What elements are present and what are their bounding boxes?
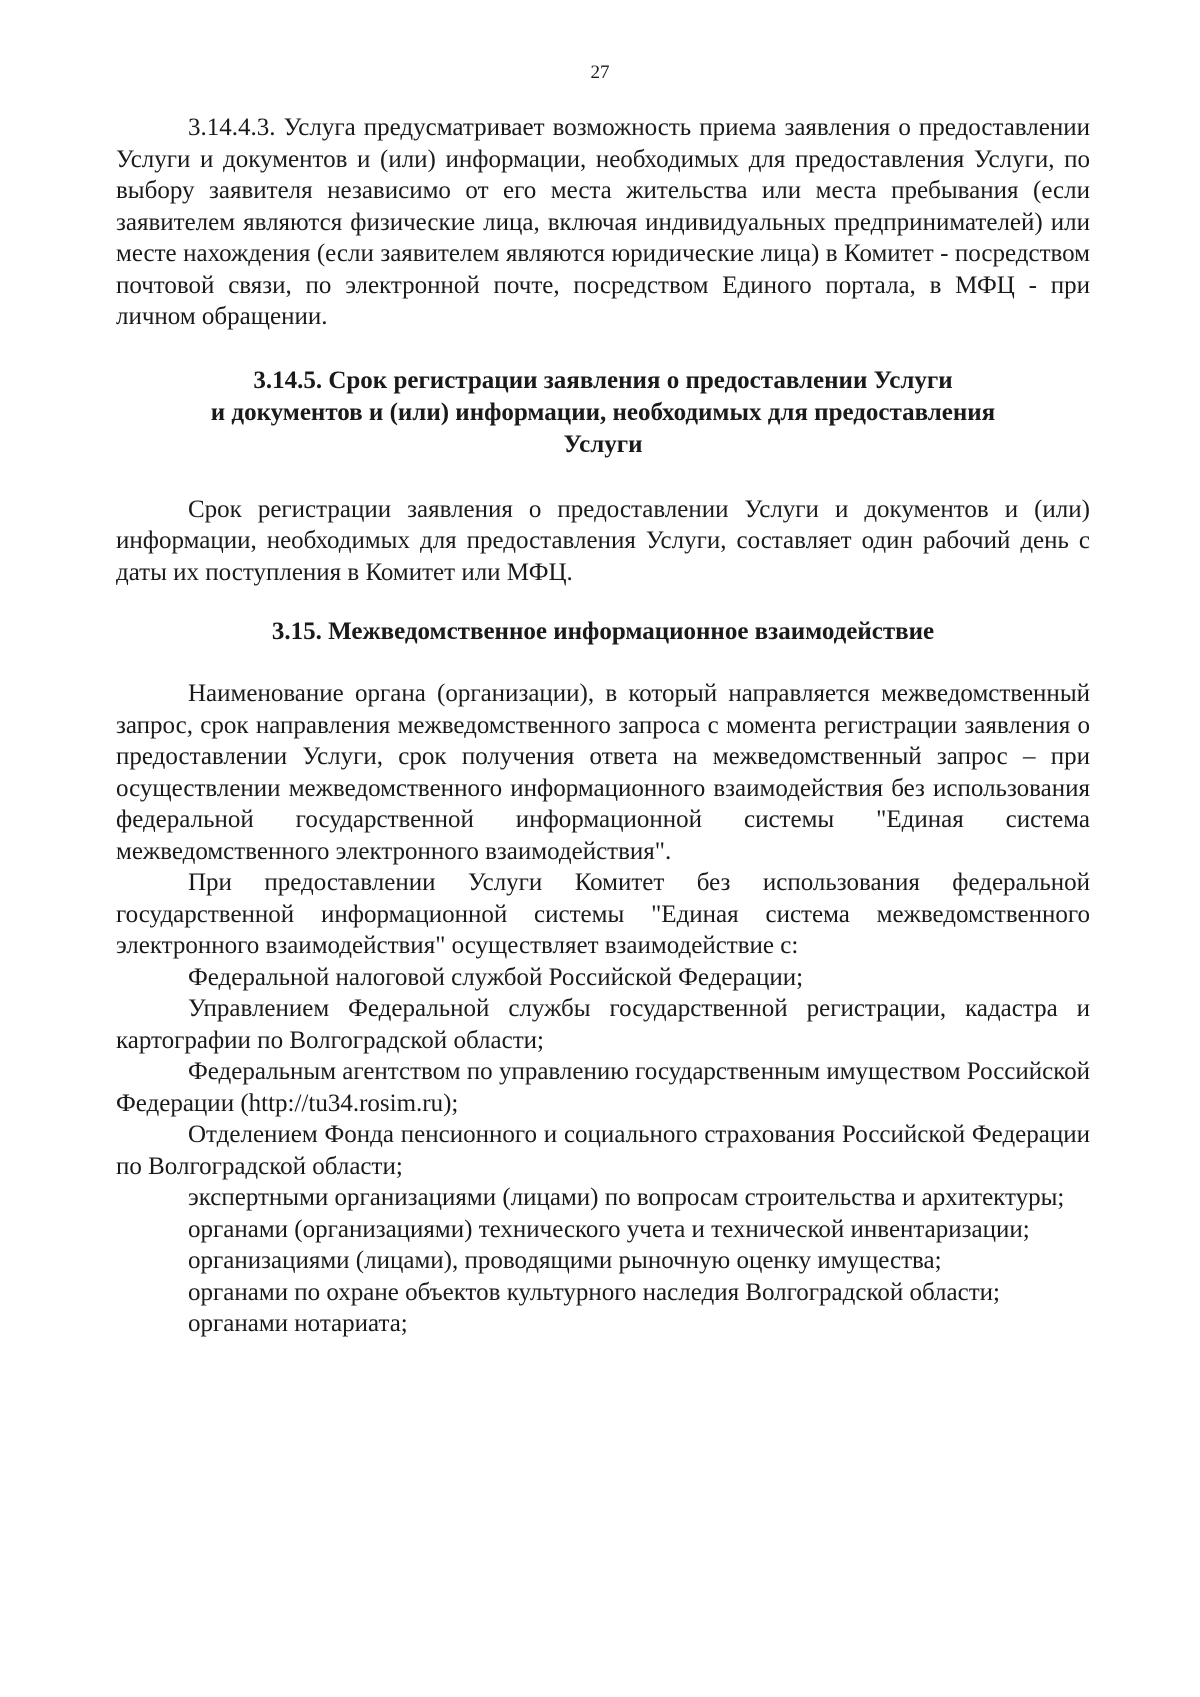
list-item-fns: Федеральной налоговой службой Российской Федерации; (188, 963, 804, 991)
page-number: 27 (590, 62, 610, 83)
heading-3-15: 3.15. Межведомственное информационное взаимодействие (271, 618, 935, 645)
heading-3-14-5-line-2: и документов и (или) информации, необходимых для предоставления (210, 398, 996, 426)
heading-3-14-5 (116, 365, 1090, 461)
list-item-technical-inventory: органами (организациями) технического учета и технической инвентаризации; (188, 1215, 1030, 1243)
paragraph-3-14-4-3: 3.14.4.3. Услуга предусматривает возможность приема заявления о предоставлении Услуги и документов и (или) информации, необходимых для предоставления Услуги, по выбору заявителя независимо от его места жительства или места пребывания (если заявителем являются физические лица, включая индивидуальных предпринимателей) или месте нахождения (если заявителем являются юридические лица) в Комитет - посредством почтовой связи, по электронной почте, посредством Единого портала, в МФЦ - при личном обращении. (116, 114, 1090, 330)
list-item-appraisers: организациями (лицами), проводящими рыночную оценку имущества; (188, 1247, 942, 1274)
list-item-rosreestr: Управлением Федеральной службы государственной регистрации, кадастра и картографии по Волгоградской области; (116, 995, 1090, 1054)
heading-3-14-5-line-3: Услуги (563, 430, 643, 458)
heading-3-14-5-line-1: 3.14.5. Срок регистрации заявления о предоставлении Услуги (253, 366, 953, 394)
paragraph-3-15-b: При предоставлении Услуги Комитет без использования федеральной государственной информационной системы "Единая система межведомственного электронного взаимодействия" осуществляет взаимодействие с: (116, 869, 1090, 959)
list-item-expert-organizations: экспертными организациями (лицами) по вопросам строительства и архитектуры; (188, 1184, 1065, 1211)
paragraph-3-14-5: Срок регистрации заявления о предоставлении Услуги и документов и (или) информации, необходимых для предоставления Услуги, составляет один рабочий день с даты их поступления в Комитет или МФЦ. (116, 495, 1090, 586)
list-item-notary: органами нотариата; (188, 1310, 408, 1337)
list-item-cultural-heritage: органами по охране объектов культурного наследия Волгоградской области; (188, 1278, 1000, 1306)
paragraph-3-15-a: Наименование органа (организации), в который направляется межведомственный запрос, срок направления межведомственного запроса с момента регистрации заявления о предоставлении Услуги, срок получения ответа на межведомственный запрос – при осуществлении межведомственного информационного взаимодействия без использования федеральной государственной информационной системы "Единая система межведомственного электронного взаимодействия". (116, 680, 1090, 865)
list-item-social-fund: Отделением Фонда пенсионного и социального страхования Российской Федерации по Волгоградской области; (116, 1121, 1090, 1180)
list-item-rosimushchestvo: Федеральным агентством по управлению государственным имуществом Российской Федерации (http://tu34.rosim.ru); (116, 1058, 1090, 1117)
document-body (116, 112, 1090, 1340)
